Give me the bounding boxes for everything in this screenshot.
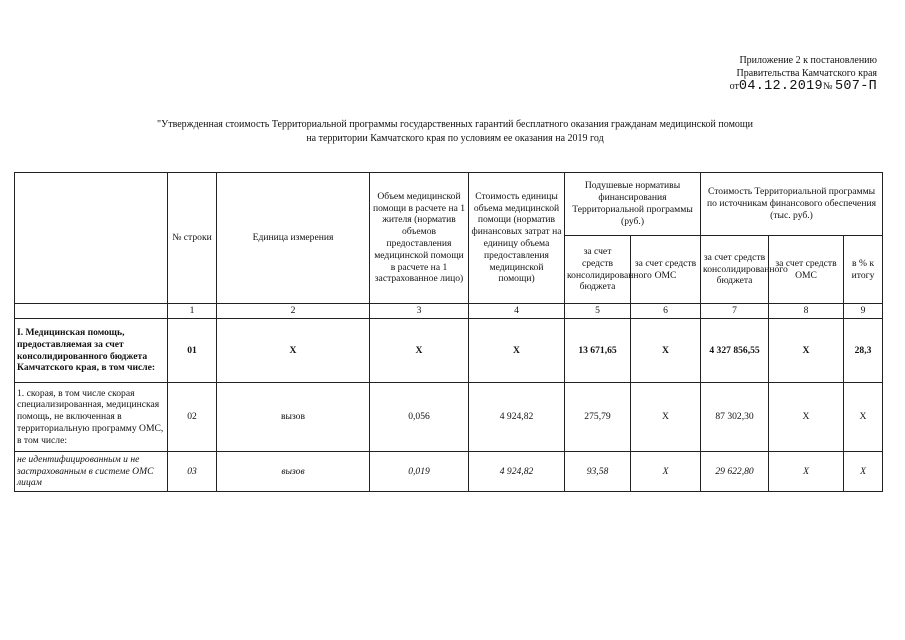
column-number: 5 xyxy=(565,304,631,319)
header-per-capita-budget: за счет средств консолидированного бюджета xyxy=(565,236,631,304)
column-number: 6 xyxy=(631,304,701,319)
title-line-1: "Утвержденная стоимость Территориальной программы государственных гарантий бесплатного оказания гражданам медицинской помощи xyxy=(157,119,753,130)
column-number: 8 xyxy=(769,304,844,319)
row-name: 1. скорая, в том числе скорая специализированная, медицинская помощь, не включенная в территориальную программу ОМС, в том числе: xyxy=(15,383,168,452)
document-title xyxy=(100,118,810,145)
row-cell: вызов xyxy=(217,383,370,452)
column-number: 4 xyxy=(469,304,565,319)
header-unit: Единица измерения xyxy=(217,173,370,304)
row-cell: X xyxy=(769,452,844,492)
column-number: 3 xyxy=(370,304,469,319)
row-cell: X xyxy=(370,319,469,383)
column-number: 2 xyxy=(217,304,370,319)
header-row-no: № строки xyxy=(168,173,217,304)
column-number: 1 xyxy=(168,304,217,319)
appendix-line-2: Правительства Камчатского края xyxy=(736,68,877,79)
row-cell: 13 671,65 xyxy=(565,319,631,383)
header-name-cell xyxy=(15,173,168,304)
header-row-top xyxy=(15,173,883,236)
row-cell: 93,58 xyxy=(565,452,631,492)
decree-date: 04.12.2019 xyxy=(738,79,823,94)
row-cell: X xyxy=(217,319,370,383)
row-name: I. Медицинская помощь, предоставляемая за счет консолидированного бюджета Камчатского края, в том числе: xyxy=(15,319,168,383)
column-number: 9 xyxy=(844,304,883,319)
header-cost: Стоимость Территориальной программы по источникам финансового обеспечения (тыс. руб.) xyxy=(701,173,883,236)
row-cell: X xyxy=(769,319,844,383)
row-cell: 0,056 xyxy=(370,383,469,452)
cost-table xyxy=(14,172,883,492)
header-cost-pct: в % к итогу xyxy=(844,236,883,304)
row-cell: X xyxy=(469,319,565,383)
row-cell: 29 622,80 xyxy=(701,452,769,492)
table-row xyxy=(15,383,883,452)
row-cell: X xyxy=(631,383,701,452)
column-number-blank xyxy=(15,304,168,319)
row-cell: X xyxy=(631,319,701,383)
header-unit-cost: Стоимость единицы объема медицинской помощи (норматив финансовых затрат на единицу объема предоставления медицинской помощи) xyxy=(469,173,565,304)
row-name: не идентифицированным и не застрахованным в системе ОМС лицам xyxy=(15,452,168,492)
row-cell: 01 xyxy=(168,319,217,383)
appendix-line-1: Приложение 2 к постановлению xyxy=(739,55,877,66)
appendix-number-sign: № xyxy=(822,81,833,92)
row-cell: 4 924,82 xyxy=(469,383,565,452)
title-line-2: на территории Камчатского края по условиям ее оказания на 2019 год xyxy=(306,132,604,144)
table-row xyxy=(15,452,883,492)
row-cell: 87 302,30 xyxy=(701,383,769,452)
header-per-capita: Подушевые нормативы финансирования Территориальной программы (руб.) xyxy=(565,173,701,236)
appendix-ot: от xyxy=(729,81,739,92)
column-number: 7 xyxy=(701,304,769,319)
row-cell: 275,79 xyxy=(565,383,631,452)
row-cell: X xyxy=(769,383,844,452)
column-number-row xyxy=(15,304,883,319)
row-cell: 28,3 xyxy=(844,319,883,383)
row-cell: 0,019 xyxy=(370,452,469,492)
header-volume: Объем медицинской помощи в расчете на 1 жителя (норматив объемов предоставления медицинской помощи в расчете на 1 застрахованное лицо) xyxy=(370,173,469,304)
appendix-block xyxy=(677,54,877,93)
appendix-reference xyxy=(677,80,877,93)
row-cell: 4 327 856,55 xyxy=(701,319,769,383)
row-cell: 03 xyxy=(168,452,217,492)
header-cost-budget: за счет средств консолидированного бюджета xyxy=(701,236,769,304)
header-per-capita-oms: за счет средств ОМС xyxy=(631,236,701,304)
row-cell: 4 924,82 xyxy=(469,452,565,492)
row-cell: X xyxy=(631,452,701,492)
row-cell: вызов xyxy=(217,452,370,492)
decree-number: 507-П xyxy=(834,79,877,94)
row-cell: 02 xyxy=(168,383,217,452)
header-cost-oms: за счет средств ОМС xyxy=(769,236,844,304)
table-row xyxy=(15,319,883,383)
row-cell: X xyxy=(844,383,883,452)
row-cell: X xyxy=(844,452,883,492)
